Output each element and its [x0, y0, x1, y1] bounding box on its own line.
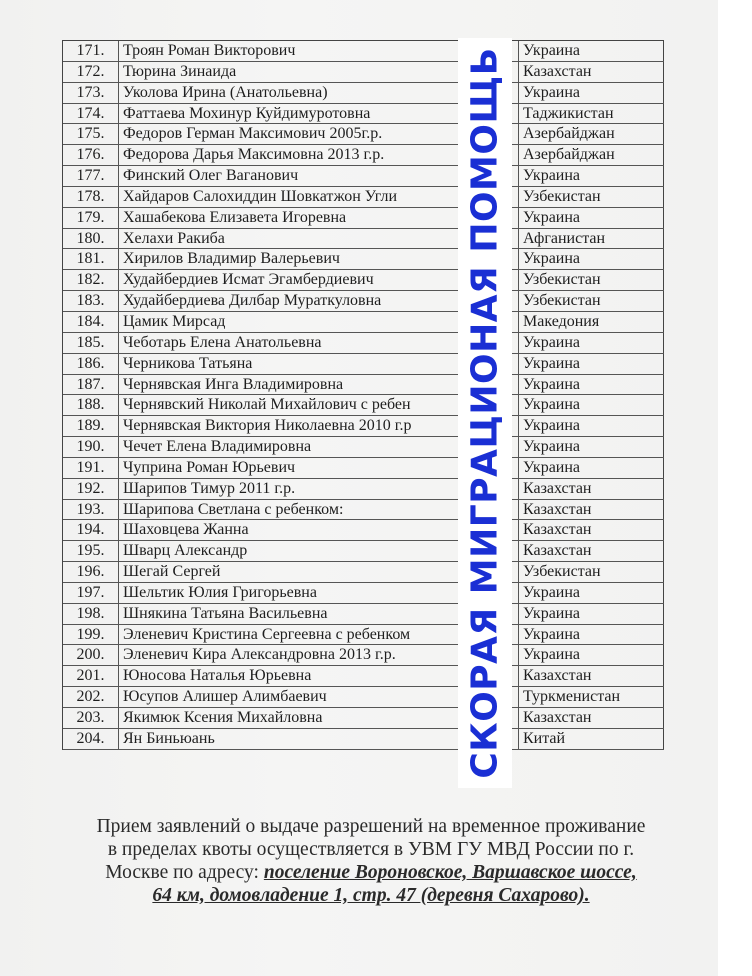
row-name: Эленевич Кира Александровна 2013 г.р.	[123, 646, 396, 664]
row-country: Казахстан	[518, 520, 664, 540]
row-number: 204.	[63, 729, 119, 749]
row-name: Шнякина Татьяна Васильевна	[123, 604, 328, 622]
row-country: Азербайджан	[518, 145, 664, 165]
row-number: 202.	[63, 687, 119, 707]
footer-note	[55, 815, 687, 907]
table-row	[63, 520, 664, 541]
row-country: Украина	[518, 625, 664, 645]
table-row	[63, 41, 664, 62]
row-country: Казахстан	[518, 541, 664, 561]
row-number: 191.	[63, 458, 119, 478]
table-row	[63, 708, 664, 729]
row-name: Фаттаева Мохинур Куйдимуротовна	[123, 104, 371, 122]
footer-line-1: Прием заявлений о выдаче разрешений на временное проживание	[96, 816, 646, 837]
row-number: 185.	[63, 333, 119, 353]
table-row	[63, 479, 664, 500]
row-number: 173.	[63, 83, 119, 103]
table-row	[63, 583, 664, 604]
page-margin	[718, 0, 752, 976]
row-number: 188.	[63, 395, 119, 415]
row-number: 176.	[63, 145, 119, 165]
row-number: 201.	[63, 666, 119, 686]
footer-address-part-2: 64 км, домовладение 1, стр. 47 (деревня Сахарово).	[152, 885, 590, 906]
table-row	[63, 458, 664, 479]
footer-line-2: в пределах квоты осуществляется в УВМ ГУ МВД России по г.	[107, 839, 635, 860]
table-row	[63, 145, 664, 166]
table-row	[63, 187, 664, 208]
table-row	[63, 312, 664, 333]
row-country: Казахстан	[518, 708, 664, 728]
row-number: 187.	[63, 375, 119, 395]
row-country: Украина	[518, 458, 664, 478]
table-row	[63, 625, 664, 646]
table-row	[63, 333, 664, 354]
row-name: Финский Олег Ваганович	[123, 167, 299, 185]
row-number: 171.	[63, 41, 119, 61]
table-row	[63, 124, 664, 145]
row-country: Украина	[518, 166, 664, 186]
row-country: Украина	[518, 333, 664, 353]
watermark-text: СКОРАЯ МИГРАЦИОНАЯ ПОМОЩЬ	[464, 47, 506, 779]
table-row	[63, 354, 664, 375]
row-country: Афганистан	[518, 229, 664, 249]
row-country: Украина	[518, 583, 664, 603]
row-country: Узбекистан	[518, 291, 664, 311]
row-country: Туркменистан	[518, 687, 664, 707]
row-name: Эленевич Кристина Сергеевна с ребенком	[123, 625, 411, 643]
row-number: 172.	[63, 62, 119, 82]
row-name: Шельтик Юлия Григорьевна	[123, 583, 317, 601]
row-number: 196.	[63, 562, 119, 582]
row-country: Украина	[518, 645, 664, 665]
row-number: 174.	[63, 104, 119, 124]
applicants-table	[62, 40, 664, 750]
row-country: Китай	[518, 729, 664, 749]
row-number: 189.	[63, 416, 119, 436]
row-country: Казахстан	[518, 500, 664, 520]
row-number: 200.	[63, 645, 119, 665]
row-number: 182.	[63, 270, 119, 290]
row-country: Украина	[518, 416, 664, 436]
row-number: 197.	[63, 583, 119, 603]
table-row	[63, 645, 664, 666]
row-name: Шварц Александр	[123, 542, 248, 560]
table-row	[63, 666, 664, 687]
row-number: 184.	[63, 312, 119, 332]
row-country: Украина	[518, 437, 664, 457]
row-country: Украина	[518, 208, 664, 228]
row-country: Казахстан	[518, 62, 664, 82]
row-name: Федорова Дарья Максимовна 2013 г.р.	[123, 146, 385, 164]
row-country: Украина	[518, 83, 664, 103]
row-country: Украина	[518, 604, 664, 624]
row-name: Юносова Наталья Юрьевна	[123, 667, 312, 685]
row-number: 178.	[63, 187, 119, 207]
row-name: Чуприна Роман Юрьевич	[123, 458, 296, 476]
row-name: Чернявский Николай Михайлович с ребен	[123, 396, 411, 414]
table-row	[63, 375, 664, 396]
row-name: Хашабекова Елизавета Игоревна	[123, 208, 347, 226]
row-number: 194.	[63, 520, 119, 540]
row-name: Ян Биньюань	[123, 729, 215, 747]
table-row	[63, 270, 664, 291]
table-row	[63, 166, 664, 187]
row-country: Узбекистан	[518, 187, 664, 207]
row-name: Юсупов Алишер Алимбаевич	[123, 688, 327, 706]
row-name: Худайбердиев Исмат Эгамбердиевич	[123, 271, 374, 289]
row-number: 198.	[63, 604, 119, 624]
row-number: 203.	[63, 708, 119, 728]
footer-line-3	[55, 861, 687, 884]
row-country: Узбекистан	[518, 270, 664, 290]
row-number: 195.	[63, 541, 119, 561]
watermark-banner	[458, 38, 512, 788]
row-name: Шаховцева Жанна	[123, 521, 249, 539]
row-number: 190.	[63, 437, 119, 457]
row-country: Украина	[518, 375, 664, 395]
table-row	[63, 208, 664, 229]
row-name: Чеботарь Елена Анатольевна	[123, 333, 322, 351]
row-number: 186.	[63, 354, 119, 374]
row-country: Узбекистан	[518, 562, 664, 582]
table-row	[63, 229, 664, 250]
row-name: Шегай Сергей	[123, 563, 221, 581]
row-number: 199.	[63, 625, 119, 645]
row-country: Таджикистан	[518, 104, 664, 124]
row-number: 183.	[63, 291, 119, 311]
table-row	[63, 687, 664, 708]
row-country: Казахстан	[518, 666, 664, 686]
row-country: Украина	[518, 354, 664, 374]
row-number: 192.	[63, 479, 119, 499]
row-name: Худайбердиева Дилбар Мураткуловна	[123, 292, 382, 310]
row-name: Шарипов Тимур 2011 г.р.	[123, 479, 296, 497]
table-row	[63, 500, 664, 521]
table-row	[63, 729, 664, 750]
row-number: 193.	[63, 500, 119, 520]
row-name: Хелахи Ракиба	[123, 229, 225, 247]
row-country: Азербайджан	[518, 124, 664, 144]
row-name: Уколова Ирина (Анатольевна)	[123, 83, 328, 101]
table-row	[63, 541, 664, 562]
row-number: 177.	[63, 166, 119, 186]
row-name: Якимюк Ксения Михайловна	[123, 709, 323, 726]
table-row	[63, 104, 664, 125]
row-number: 180.	[63, 229, 119, 249]
row-name: Чернявская Инга Владимировна	[123, 375, 344, 393]
row-name: Чечет Елена Владимировна	[123, 438, 312, 456]
table-row	[63, 249, 664, 270]
row-name: Федоров Герман Максимович 2005г.р.	[123, 125, 383, 143]
table-row	[63, 395, 664, 416]
row-country: Украина	[518, 249, 664, 269]
footer-address-prefix: Москве по адресу:	[105, 862, 259, 883]
row-name: Тюрина Зинаида	[123, 62, 237, 80]
row-name: Цамик Мирсад	[123, 312, 226, 330]
row-name: Хайдаров Салохиддин Шовкатжон Угли	[123, 187, 398, 205]
row-country: Казахстан	[518, 479, 664, 499]
table-row	[63, 416, 664, 437]
row-country: Македония	[518, 312, 664, 332]
row-number: 181.	[63, 249, 119, 269]
row-name: Черникова Татьяна	[123, 354, 253, 372]
row-name: Чернявская Виктория Николаевна 2010 г.р	[123, 417, 412, 435]
table-row	[63, 83, 664, 104]
footer-line-4	[55, 884, 687, 907]
footer-address-part-1: поселение Вороновское, Варшавское шоссе,	[263, 862, 637, 883]
row-number: 179.	[63, 208, 119, 228]
row-country: Украина	[518, 41, 664, 61]
row-name: Хирилов Владимир Валерьевич	[123, 250, 340, 268]
table-row	[63, 562, 664, 583]
row-number: 175.	[63, 124, 119, 144]
row-name: Троян Роман Викторович	[123, 42, 296, 59]
table-row	[63, 291, 664, 312]
table-row	[63, 62, 664, 83]
row-name: Шарипова Светлана с ребенком:	[123, 500, 344, 518]
table-row	[63, 437, 664, 458]
row-country: Украина	[518, 395, 664, 415]
table-row	[63, 604, 664, 625]
